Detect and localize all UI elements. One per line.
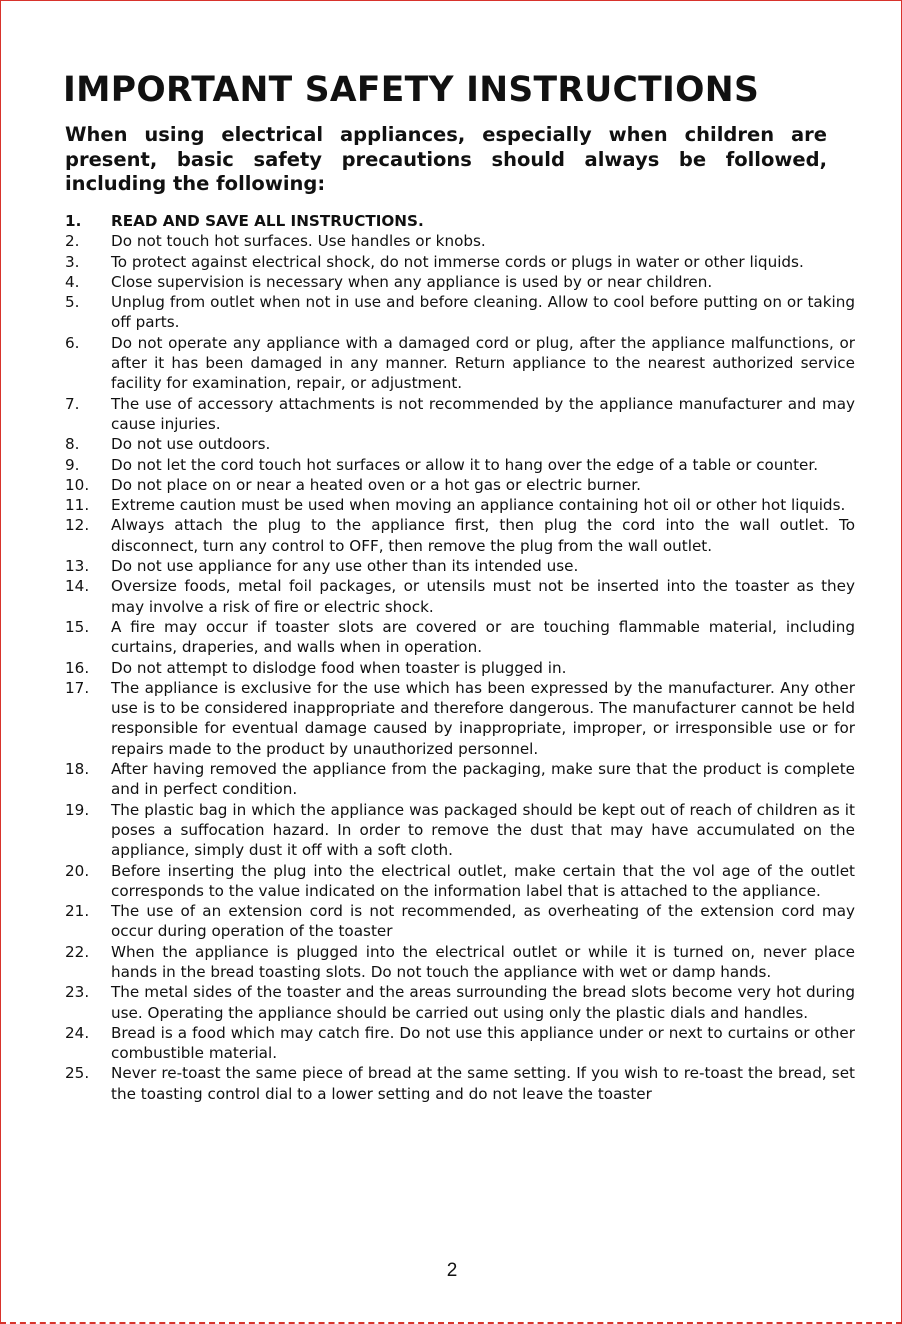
item-text: Close supervision is necessary when any appliance is used by or near children. xyxy=(111,272,713,291)
item-text: READ AND SAVE ALL INSTRUCTIONS. xyxy=(111,212,424,230)
list-item xyxy=(65,982,855,1023)
list-item xyxy=(65,942,855,983)
item-number: 2. xyxy=(65,232,80,251)
list-item xyxy=(65,495,855,515)
list-item xyxy=(65,861,855,902)
list-item xyxy=(65,475,855,495)
item-number: 25. xyxy=(65,1064,90,1083)
item-number: 17. xyxy=(65,678,90,697)
item-text: The appliance is exclusive for the use which has been expressed by the manufacturer. Any other use is to be considered inappropriate and therefore dangerous. The manufacturer cannot be held responsible for eventual damage caused by inappropriate, improper, or irresponsible use or for repairs made to the product by unauthorized personnel. xyxy=(111,678,855,758)
list-item xyxy=(65,252,855,272)
item-number: 16. xyxy=(65,658,90,677)
item-text: After having removed the appliance from the packaging, make sure that the product is complete and in perfect condition. xyxy=(111,760,855,799)
list-item xyxy=(65,292,855,333)
item-number: 14. xyxy=(65,577,90,596)
item-text: The metal sides of the toaster and the areas surrounding the bread slots become very hot during use. Operating the appliance should be carried out using only the plastic dials and handles. xyxy=(111,983,855,1022)
list-item xyxy=(65,455,855,475)
list-item xyxy=(65,394,855,435)
item-number: 3. xyxy=(65,252,80,271)
item-text: Unplug from outlet when not in use and before cleaning. Allow to cool before putting on or taking off parts. xyxy=(111,293,855,332)
list-item xyxy=(65,678,855,759)
item-text: Do not touch hot surfaces. Use handles or knobs. xyxy=(111,232,486,251)
item-number: 4. xyxy=(65,272,80,291)
list-item xyxy=(65,800,855,861)
item-number: 18. xyxy=(65,760,90,779)
item-text: Do not use appliance for any use other than its intended use. xyxy=(111,557,579,576)
list-item xyxy=(65,901,855,942)
item-number: 24. xyxy=(65,1023,90,1042)
list-item xyxy=(65,272,855,292)
item-text: Do not attempt to dislodge food when toaster is plugged in. xyxy=(111,658,567,677)
list-item xyxy=(65,434,855,454)
item-number: 1. xyxy=(65,212,82,230)
item-text: Extreme caution must be used when moving an appliance containing hot oil or other hot liquids. xyxy=(111,496,846,515)
item-number: 20. xyxy=(65,861,90,880)
item-number: 7. xyxy=(65,394,80,413)
item-text: A fire may occur if toaster slots are covered or are touching flammable material, including curtains, draperies, and walls when in operation. xyxy=(111,617,855,657)
item-number: 8. xyxy=(65,435,80,454)
item-number: 15. xyxy=(65,617,90,636)
item-text: Do not let the cord touch hot surfaces or allow it to hang over the edge of a table or counter. xyxy=(111,455,819,474)
item-number: 13. xyxy=(65,557,90,576)
item-text: Bread is a food which may catch fire. Do not use this appliance under or next to curtains or other combustible material. xyxy=(111,1023,855,1063)
list-item xyxy=(65,231,855,251)
list-item xyxy=(65,617,855,658)
item-text: When the appliance is plugged into the electrical outlet or while it is turned on, never place hands in the bread toasting slots. Do not touch the appliance with wet or damp hands. xyxy=(111,942,855,981)
item-text: Always attach the plug to the appliance first, then plug the cord into the wall outlet. To disconnect, turn any control to OFF, then remove the plug from the wall outlet. xyxy=(111,516,855,555)
list-item xyxy=(65,759,855,800)
list-item xyxy=(65,211,855,231)
item-text: Do not use outdoors. xyxy=(111,435,271,454)
item-text: Never re-toast the same piece of bread at the same setting. If you wish to re-toast the bread, set the toasting control dial to a lower setting and do not leave the toaster xyxy=(111,1064,855,1103)
intro-paragraph: When using electrical appliances, especially when children are present, basic safety precautions should always be followed, including the following: xyxy=(65,123,827,195)
page-title: IMPORTANT SAFETY INSTRUCTIONS xyxy=(63,70,760,110)
item-text: Before inserting the plug into the electrical outlet, make certain that the vol age of the outlet corresponds to the value indicated on the information label that is attached to the appliance. xyxy=(111,861,855,900)
item-text: Do not place on or near a heated oven or a hot gas or electric burner. xyxy=(111,475,641,494)
safety-instructions-list xyxy=(65,211,855,1104)
item-number: 21. xyxy=(65,902,90,921)
item-text: To protect against electrical shock, do not immerse cords or plugs in water or other liquids. xyxy=(111,252,804,271)
item-text: The plastic bag in which the appliance was packaged should be kept out of reach of children as it poses a suffocation hazard. In order to remove the dust that may have accumulated on the appliance, simply dust it off with a soft cloth. xyxy=(111,800,855,860)
list-item xyxy=(65,658,855,678)
item-text: Do not operate any appliance with a damaged cord or plug, after the appliance malfunctions, or after it has been damaged in any manner. Return appliance to the nearest authorized service facility for examination, repair, or adjustment. xyxy=(111,333,855,393)
list-item xyxy=(65,576,855,617)
item-number: 11. xyxy=(65,496,90,515)
item-number: 5. xyxy=(65,293,80,312)
list-item xyxy=(65,515,855,556)
item-number: 6. xyxy=(65,333,80,352)
item-text: Oversize foods, metal foil packages, or utensils must not be inserted into the toaster as they may involve a risk of fire or electric shock. xyxy=(111,577,855,616)
item-number: 22. xyxy=(65,942,90,961)
item-text: The use of an extension cord is not recommended, as overheating of the extension cord may occur during operation of the toaster xyxy=(111,902,855,941)
item-number: 9. xyxy=(65,455,80,474)
list-item xyxy=(65,1063,855,1104)
item-number: 10. xyxy=(65,475,90,494)
item-text: The use of accessory attachments is not recommended by the appliance manufacturer and may cause injuries. xyxy=(111,394,855,433)
list-item xyxy=(65,1023,855,1064)
item-number: 19. xyxy=(65,800,90,819)
page-number: 2 xyxy=(446,1260,458,1281)
item-number: 12. xyxy=(65,516,90,535)
list-item xyxy=(65,333,855,394)
list-item xyxy=(65,556,855,576)
item-number: 23. xyxy=(65,983,90,1002)
